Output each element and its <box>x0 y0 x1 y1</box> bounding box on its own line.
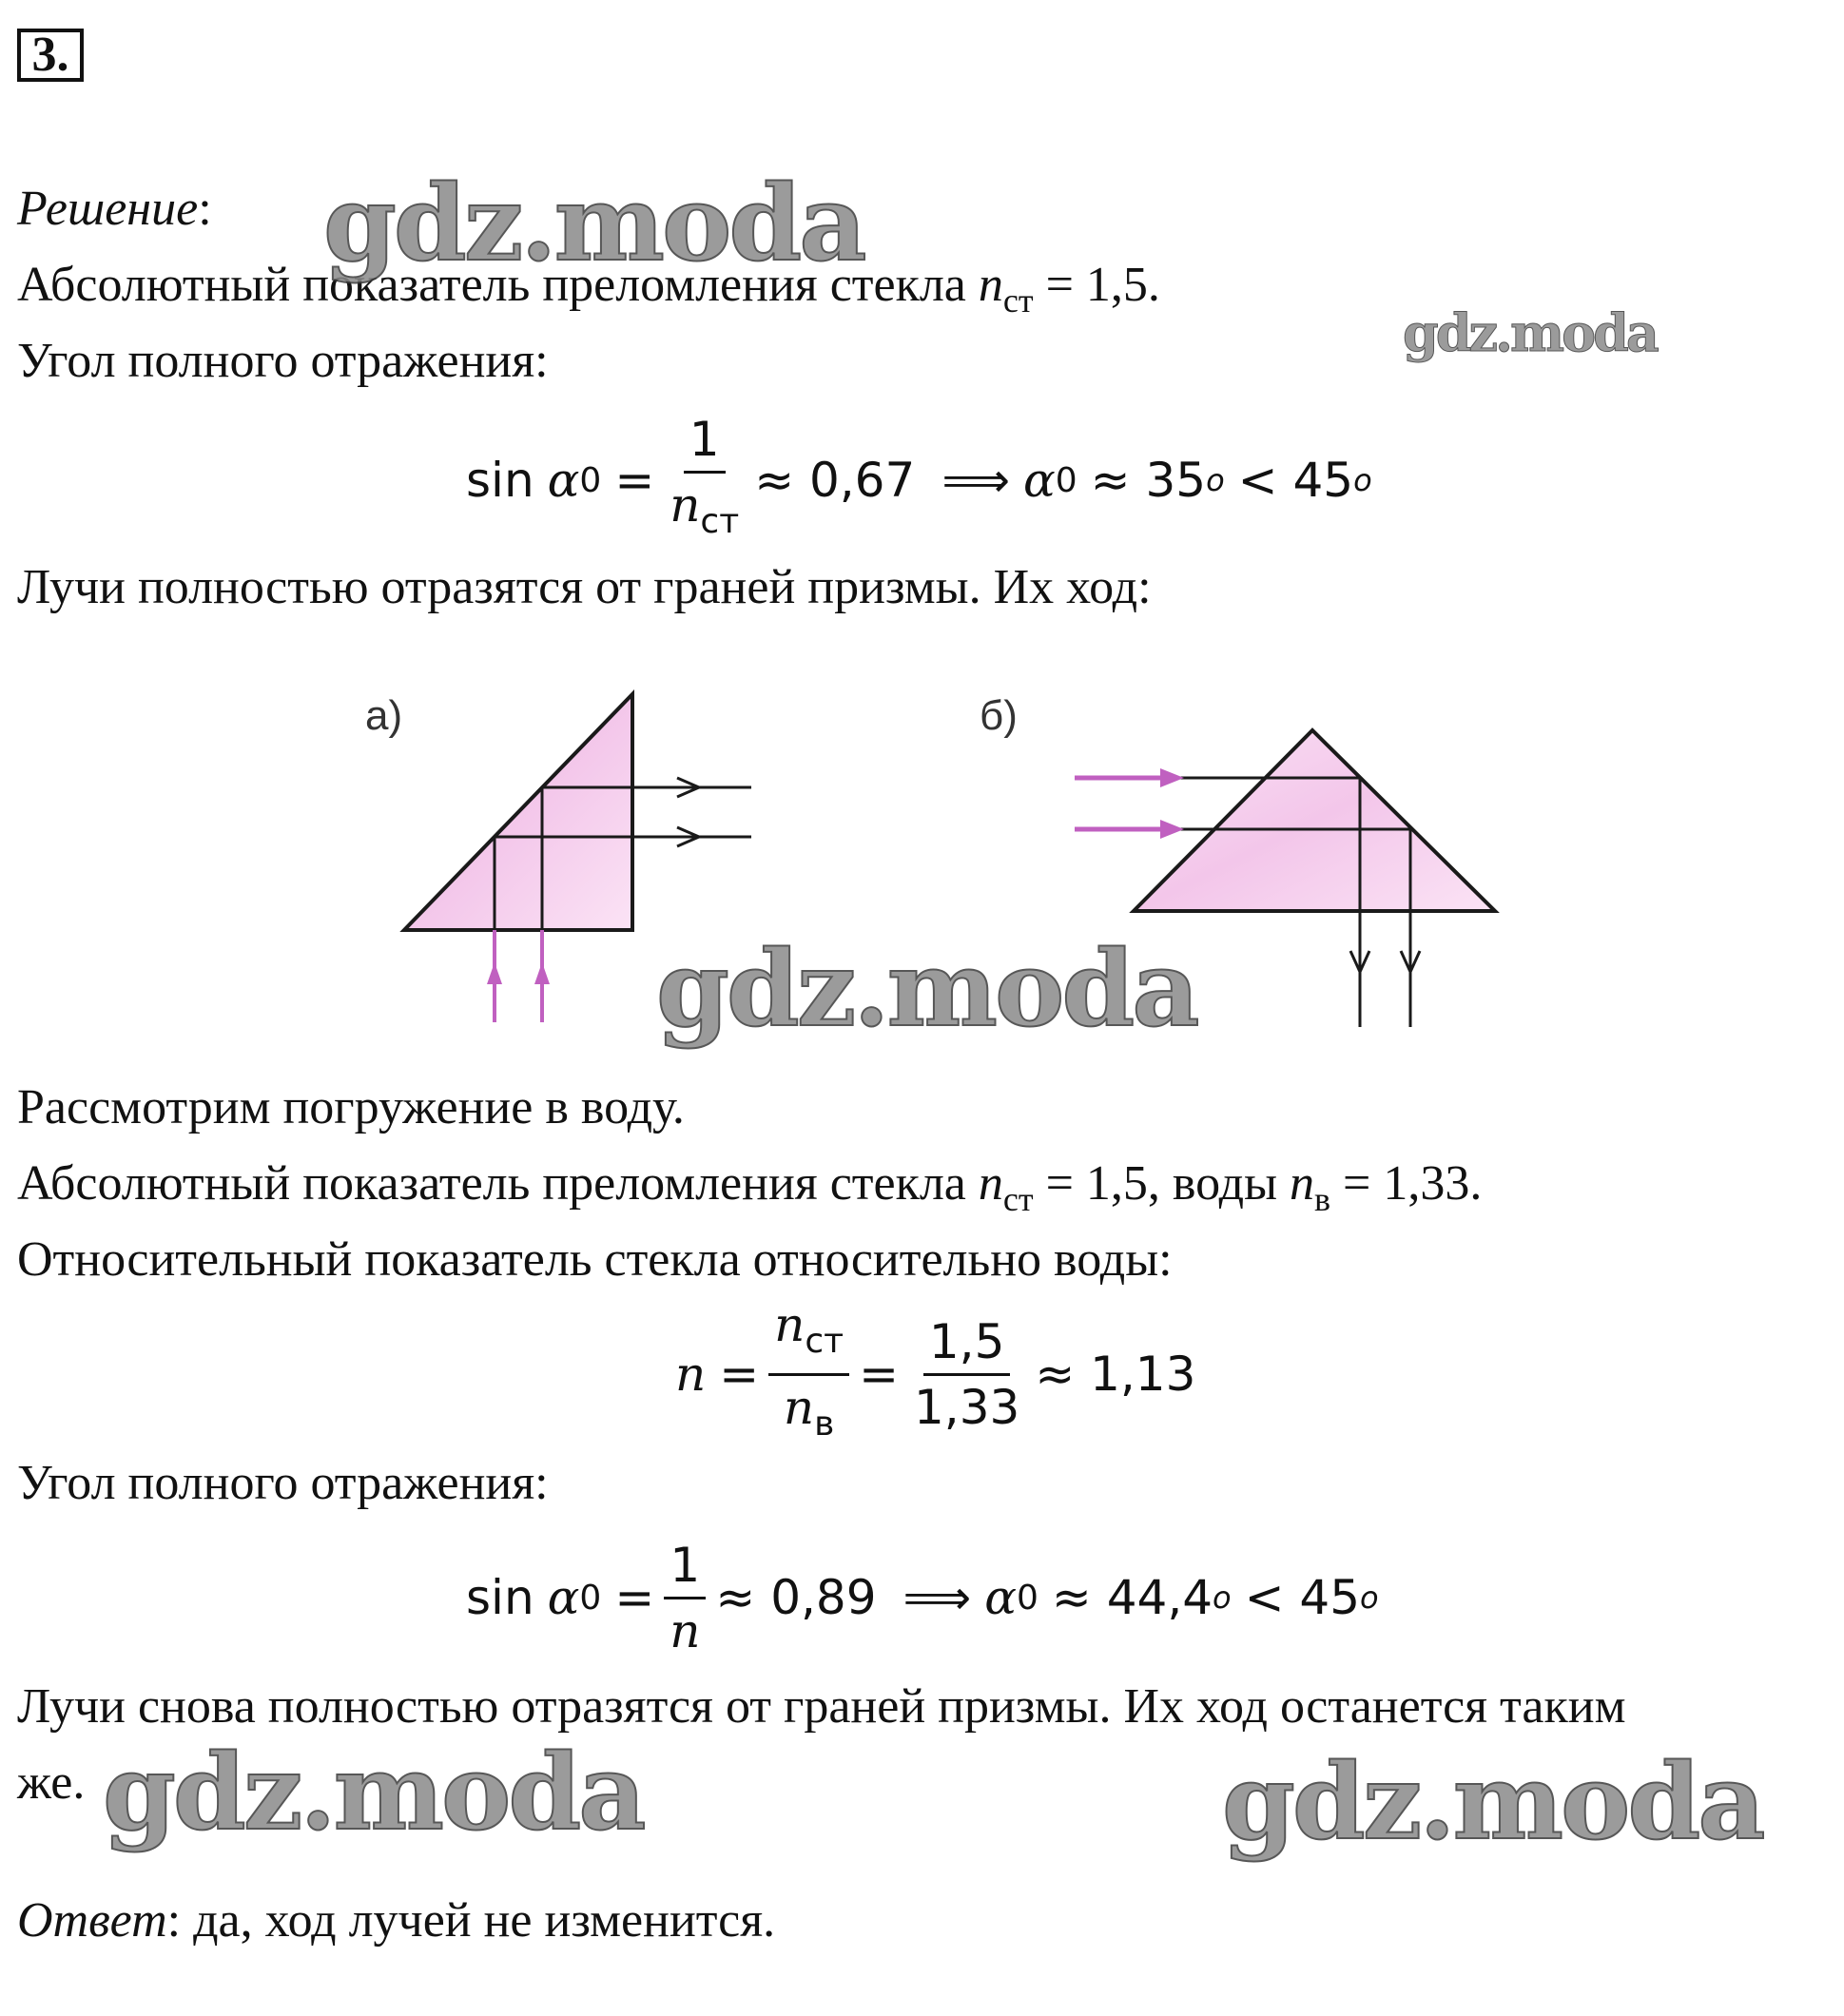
fraction-one-over-n <box>664 411 745 548</box>
n-symbol: n <box>783 1379 815 1435</box>
arrow-a-in-1 <box>487 962 502 984</box>
answer-label: Ответ <box>17 1893 167 1948</box>
rays-reflect-again-line: Лучи снова полностью отразятся от граней призмы. Их ход останется таким <box>17 1679 1626 1734</box>
comparison: < 45 <box>1244 1570 1361 1625</box>
fraction-denominator: 1,33 <box>913 1379 1020 1435</box>
figure-label-a: а) <box>365 692 403 739</box>
critical-angle-heading-2: Угол полного отражения: <box>17 1456 549 1510</box>
arrow-b-in-2 <box>1160 820 1184 839</box>
water-subscript: в <box>814 1404 835 1444</box>
fraction-values <box>908 1313 1025 1435</box>
glass-subscript: ст <box>700 501 740 541</box>
fraction-numerator: 1 <box>684 414 726 474</box>
glass-water-text: Абсолютный показатель преломления стекла <box>17 1156 979 1211</box>
fraction-numerator: 1 <box>664 1540 706 1599</box>
formula-critical-angle-water <box>466 1526 1379 1669</box>
rays-reflect-line: Лучи полностью отразятся от граней призмы. Их ход: <box>17 560 1152 614</box>
glass-water-index-line <box>17 1155 1482 1228</box>
glass-subscript: ст <box>1002 1180 1034 1218</box>
sin-label: sin <box>466 453 534 508</box>
formula-critical-angle-air <box>466 409 1372 552</box>
solution-heading <box>17 181 212 238</box>
equals-sign: = <box>719 1347 760 1402</box>
alpha-subscript: 0 <box>579 1578 602 1618</box>
alpha-subscript: 0 <box>1017 1578 1038 1618</box>
sin-label: sin <box>466 1570 534 1625</box>
n-symbol: n <box>675 1347 707 1402</box>
degree-mark: o <box>1213 1580 1232 1616</box>
glass-value: = 1,5, воды <box>1045 1156 1291 1211</box>
comparison: < 45 <box>1237 453 1354 508</box>
task-number: 3. <box>17 29 84 82</box>
degree-mark: o <box>1353 462 1372 498</box>
n-symbol: n <box>978 258 1003 312</box>
water-subscript: в <box>1314 1180 1331 1218</box>
fraction-numerator: 1,5 <box>923 1316 1011 1376</box>
solution-colon: : <box>198 182 212 236</box>
fraction-denominator: n <box>670 1602 701 1658</box>
critical-angle-heading-1: Угол полного отражения: <box>17 334 549 388</box>
fraction-n-glass-over-n-water <box>768 1296 849 1450</box>
arrow-b-in-1 <box>1160 768 1184 787</box>
angle-result: ≈ 35 <box>1090 453 1207 508</box>
degree-mark: o <box>1206 462 1225 498</box>
alpha-symbol: α <box>547 1570 580 1625</box>
fraction-one-over-n <box>664 1537 706 1658</box>
answer-text: : да, ход лучей не изменится. <box>166 1893 776 1948</box>
solution-label: Решение <box>17 182 199 236</box>
approx-value: ≈ 0,89 <box>715 1570 877 1625</box>
equals-sign: = <box>614 453 655 508</box>
glass-subscript: ст <box>1002 281 1034 320</box>
degree-mark: o <box>1360 1580 1379 1616</box>
fraction-denominator <box>664 474 745 548</box>
alpha-symbol: α <box>984 1570 1017 1625</box>
watermark: gdz.moda <box>656 927 1197 1050</box>
prism-b-body <box>1134 730 1495 911</box>
equals-sign: = <box>859 1347 899 1402</box>
n-symbol: n <box>978 1156 1003 1211</box>
equals-sign: = <box>614 1570 655 1625</box>
rays-reflect-again-line-end: же. <box>17 1755 86 1810</box>
n-symbol: n <box>1290 1156 1315 1211</box>
water-value: = 1,33. <box>1343 1156 1483 1211</box>
prism-a-body <box>404 694 632 930</box>
watermark: gdz.moda <box>1403 302 1657 363</box>
water-immersion-line: Рассмотрим погружение в воду. <box>17 1080 685 1134</box>
watermark: gdz.moda <box>1222 1740 1763 1863</box>
implies-sign: ⟹ <box>941 453 1010 508</box>
watermark: gdz.moda <box>323 162 864 284</box>
n-symbol: n <box>774 1296 806 1352</box>
glass-index-text: Абсолютный показатель преломления стекла <box>17 258 979 312</box>
relative-index-result: ≈ 1,13 <box>1035 1347 1196 1402</box>
fraction-denominator <box>778 1376 840 1450</box>
alpha-subscript: 0 <box>579 460 602 500</box>
glass-subscript: ст <box>805 1321 844 1361</box>
figure-label-b: б) <box>980 692 1018 739</box>
watermark: gdz.moda <box>103 1731 644 1853</box>
formula-relative-index <box>675 1296 1196 1445</box>
angle-result: ≈ 44,4 <box>1051 1570 1213 1625</box>
n-symbol: n <box>670 476 701 533</box>
fraction-numerator <box>768 1296 849 1376</box>
alpha-symbol: α <box>1023 453 1056 508</box>
alpha-subscript: 0 <box>1055 460 1077 500</box>
implies-sign: ⟹ <box>903 1570 972 1625</box>
answer-line <box>17 1892 775 1949</box>
alpha-symbol: α <box>547 453 580 508</box>
relative-index-heading: Относительный показатель стекла относительно воды: <box>17 1232 1173 1287</box>
approx-value: ≈ 0,67 <box>754 453 916 508</box>
glass-index-value: = 1,5. <box>1045 258 1160 312</box>
arrow-a-in-2 <box>534 962 550 984</box>
